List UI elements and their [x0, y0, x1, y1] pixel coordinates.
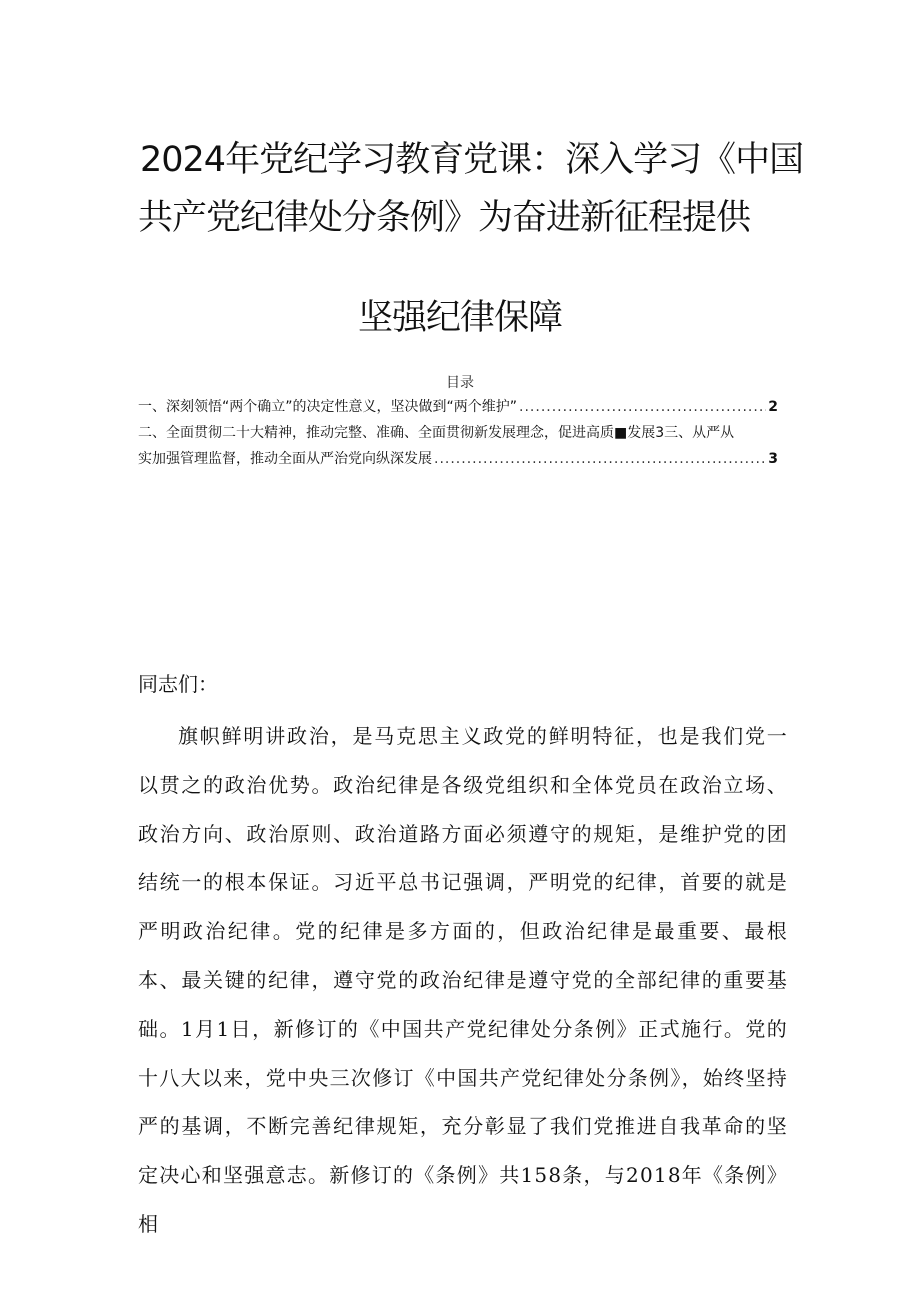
table-of-contents [138, 396, 778, 474]
toc-entry-text: 实加强管理监督，推动全面从严治党向纵深发展 [138, 451, 432, 467]
document-title-line-2: 共产党纪律处分条例》为奋进新征程提供 [138, 198, 751, 238]
document-title-line-3: 坚强纪律保障 [357, 298, 562, 338]
toc-heading: 目录 [446, 375, 474, 391]
toc-entry-page: 3 [768, 451, 778, 467]
salutation: 同志们： [138, 672, 218, 696]
toc-entry-text: 一、深刻领悟“两个确立”的决定性意义，坚决做到“两个维护” [138, 399, 518, 415]
toc-entry-text: 二、全面贯彻二十大精神，推动完整、准确、全面贯彻新发展理念，促进高质■发展3三、从严从 [138, 425, 735, 441]
toc-entry[interactable] [138, 396, 778, 422]
toc-leader-dots [434, 451, 766, 467]
toc-entry[interactable] [138, 422, 778, 448]
document-title-line-1: 2024年党纪学习教育党课：深入学习《中国 [140, 140, 804, 180]
toc-leader-dots [519, 399, 766, 415]
body-paragraph: 旗帜鲜明讲政治，是马克思主义政党的鲜明特征，也是我们党一以贯之的政治优势。政治纪律是各级党组织和全体党员在政治立场、政治方向、政治原则、政治道路方面必须遵守的规矩，是维护党的团结统一的根本保证。习近平总书记强调，严明党的纪律，首要的就是严明政治纪律。党的纪律是多方面的，但政治纪律是最重要、最根本、最关键的纪律，遵守党的政治纪律是遵守党的全部纪律的重要基础。1月1日，新修订的《中国共产党纪律处分条例》正式施行。党的十八大以来，党中央三次修订《中国共产党纪律处分条例》，始终坚持严的基调，不断完善纪律规矩，充分彰显了我们党推进自我革命的坚定决心和坚强意志。新修订的《条例》共158条，与2018年《条例》相 [138, 724, 788, 1236]
toc-entry-page: 2 [768, 399, 778, 415]
toc-entry[interactable] [138, 448, 778, 474]
